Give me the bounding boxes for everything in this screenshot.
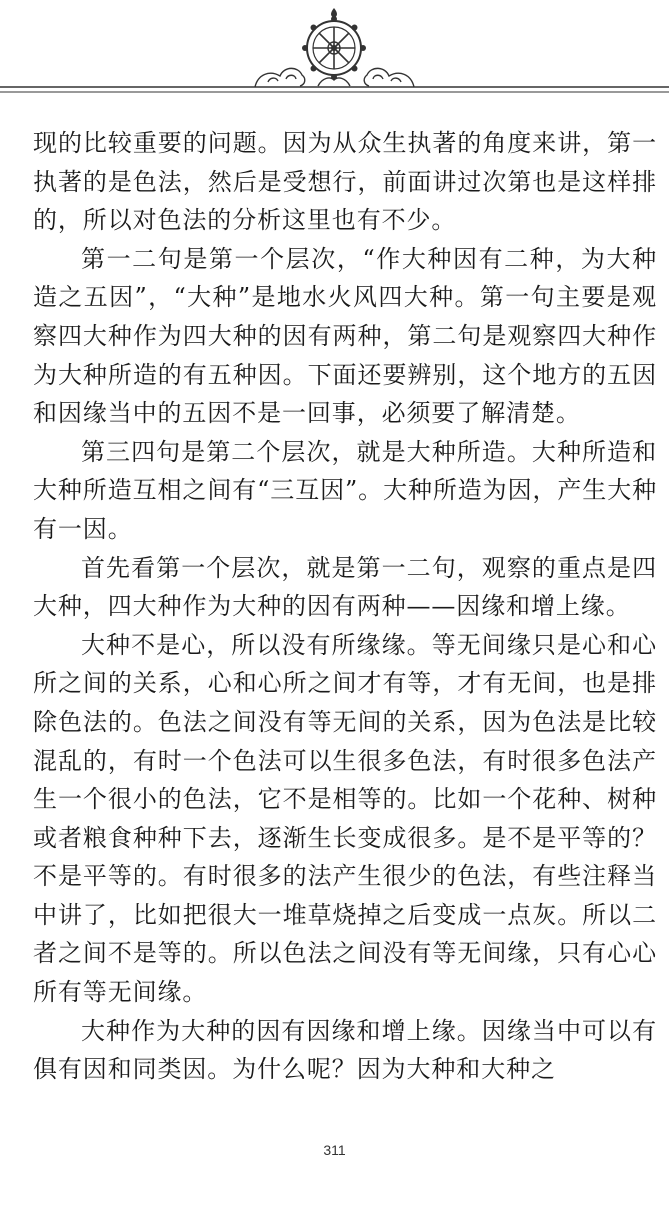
right-cloud-icon	[364, 68, 414, 87]
page-header	[0, 0, 669, 100]
page-number: 311	[323, 1142, 346, 1158]
paragraph: 首先看第一个层次，就是第一二句，观察的重点是四大种，四大种作为大种的因有两种——因缘和增上缘。	[33, 553, 657, 621]
header-ornament	[0, 0, 669, 100]
left-cloud-icon	[255, 68, 305, 87]
paragraph: 大种不是心，所以没有所缘缘。等无间缘只是心和心所之间的关系，心和心所之间才有等，才有无间，也是排除色法的。色法之间没有等无间的关系，因为色法是比较混乱的，有时一个色法可以生很多色法，有时很多色法产生一个很小的色法，它不是相等的。比如一个花种、树种或者粮食种种下去，逐渐生长变成很多。是不是平等的？不是平等的。有时很多的法产生很少的色法，有些注释当中讲了，比如把很大一堆草烧掉之后变成一点灰。所以二者之间不是等的。所以色法之间没有等无间缘，只有心心所有等无间缘。	[33, 630, 657, 1007]
paragraph: 现的比较重要的问题。因为从众生执著的角度来讲，第一执著的是色法，然后是受想行，前面讲过次第也是这样排的，所以对色法的分析这里也有不少。	[33, 129, 657, 235]
paragraph: 第三四句是第二个层次，就是大种所造。大种所造和大种所造互相之间有“三互因”。大种所造为因，产生大种有一因。	[33, 437, 657, 543]
dharma-wheel-icon	[302, 8, 366, 86]
paragraph: 大种作为大种的因有因缘和增上缘。因缘当中可以有俱有因和同类因。为什么呢？因为大种和大种之	[33, 1016, 657, 1084]
body-text	[33, 124, 657, 1089]
paragraph: 第一二句是第一个层次，“作大种因有二种，为大种造之五因”，“大种”是地水火风四大种。第一句主要是观察四大种作为四大种的因有两种，第二句是观察四大种作为大种所造的有五种因。下面还要辨别，这个地方的五因和因缘当中的五因不是一回事，必须要了解清楚。	[33, 244, 657, 428]
